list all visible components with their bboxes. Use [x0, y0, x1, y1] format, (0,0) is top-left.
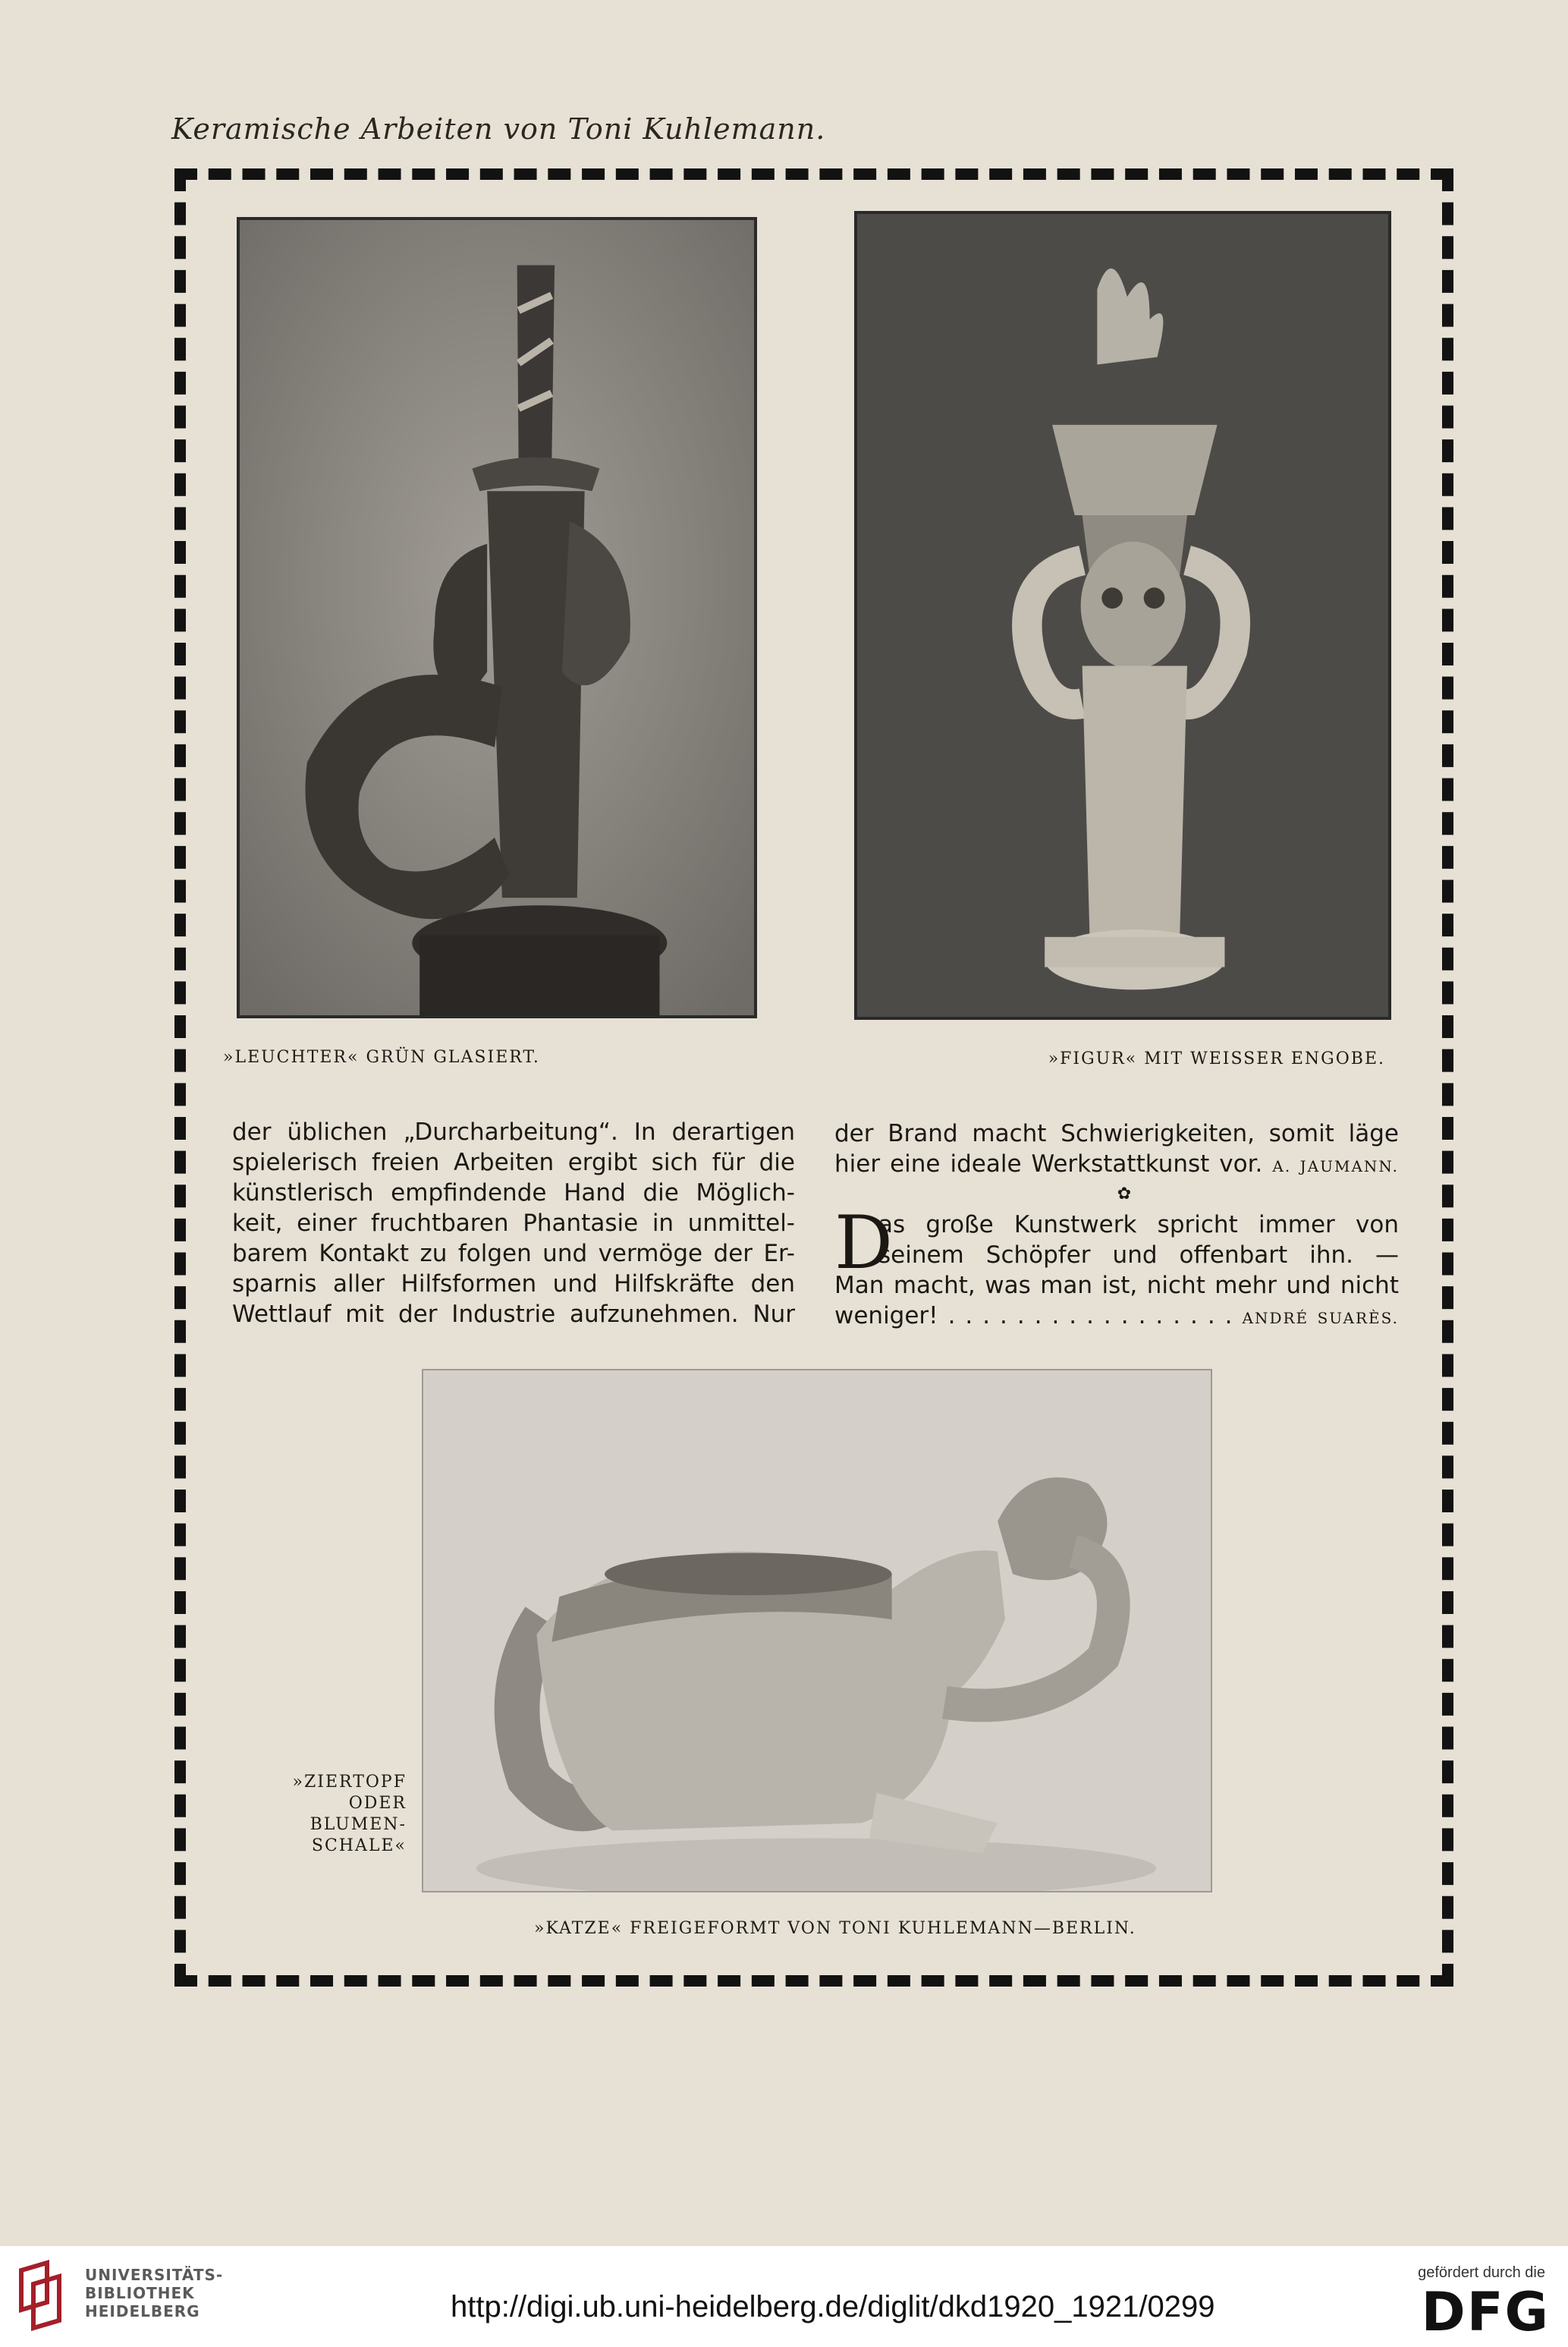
side-caption-line: BLUMEN-: [310, 1815, 407, 1834]
text-line: künstlerisch empfindende Hand die Möglich-: [232, 1179, 795, 1207]
caption-leuchter: »LEUCHTER« GRÜN GLASIERT.: [223, 1048, 540, 1067]
caption-katze: »KATZE« FREIGEFORMT VON TONI KUHLEMANN—BERLIN.: [534, 1919, 1136, 1938]
text-line: Wettlauf mit der Industrie aufzunehmen. Nur: [232, 1301, 795, 1328]
funded-by-label: gefördert durch die: [1418, 2264, 1545, 2281]
dfg-logo: DFG: [1421, 2281, 1550, 2343]
text-line: keit, einer fruchtbaren Phantasie in unmittel-: [232, 1210, 795, 1237]
text-line: sparnis aller Hilfsformen und Hilfskräfte den: [232, 1270, 795, 1298]
running-head: Keramische Arbeiten von Toni Kuhlemann.: [171, 112, 826, 146]
text-column-left: [232, 1117, 795, 1329]
photo-leuchter: [237, 217, 757, 1018]
side-caption-line: ODER: [348, 1794, 407, 1813]
source-url[interactable]: http://digi.ub.uni-heidelberg.de/diglit/dkd1920_1921/0299: [451, 2290, 1215, 2323]
drop-cap: D: [834, 1200, 893, 1285]
library-name: [85, 2266, 223, 2320]
text-line: spielerisch freien Arbeiten ergibt sich für die: [232, 1149, 795, 1176]
library-name-line: HEIDELBERG: [85, 2302, 200, 2320]
author-signature: A. JAUMANN.: [1272, 1157, 1400, 1175]
text-column-right: [834, 1118, 1399, 1331]
text-line: der Brand macht Schwierigkeiten, somit läge: [834, 1120, 1399, 1147]
library-name-line: UNIVERSITÄTS-: [85, 2266, 224, 2284]
side-caption-line: »ZIERTOPF: [292, 1773, 407, 1792]
photo-figur: [854, 211, 1391, 1020]
university-library-logo-icon: [17, 2260, 71, 2333]
text-line-signed: [834, 1301, 1399, 1331]
author-signature: ANDRÉ SUARÈS.: [1242, 1309, 1399, 1327]
text-line: barem Kontakt zu folgen und vermöge der Er-: [232, 1240, 795, 1267]
text-line: Man macht, was man ist, nicht mehr und nicht: [834, 1272, 1399, 1299]
library-name-line: BIBLIOTHEK: [85, 2284, 195, 2302]
text-fragment: hier eine ideale Werkstattkunst vor.: [834, 1150, 1263, 1178]
photo-katze: [422, 1369, 1212, 1892]
text-fragment: weniger! . . . . . . . . . . . . . . . . .: [834, 1302, 1233, 1329]
text-line-signed: [834, 1149, 1399, 1179]
side-caption-line: SCHALE«: [311, 1836, 407, 1855]
ornament-icon: ✿: [1117, 1185, 1132, 1203]
quote-block: [834, 1200, 1399, 1331]
text-line: as große Kunstwerk spricht immer von: [878, 1211, 1399, 1238]
text-line: seinem Schöpfer und offenbart ihn. —: [878, 1241, 1399, 1269]
caption-figur: »FIGUR« MIT WEISSER ENGOBE.: [1048, 1049, 1385, 1068]
text-line: der üblichen „Durcharbeitung“. In derartigen: [232, 1118, 795, 1146]
side-caption: [285, 1772, 407, 1857]
